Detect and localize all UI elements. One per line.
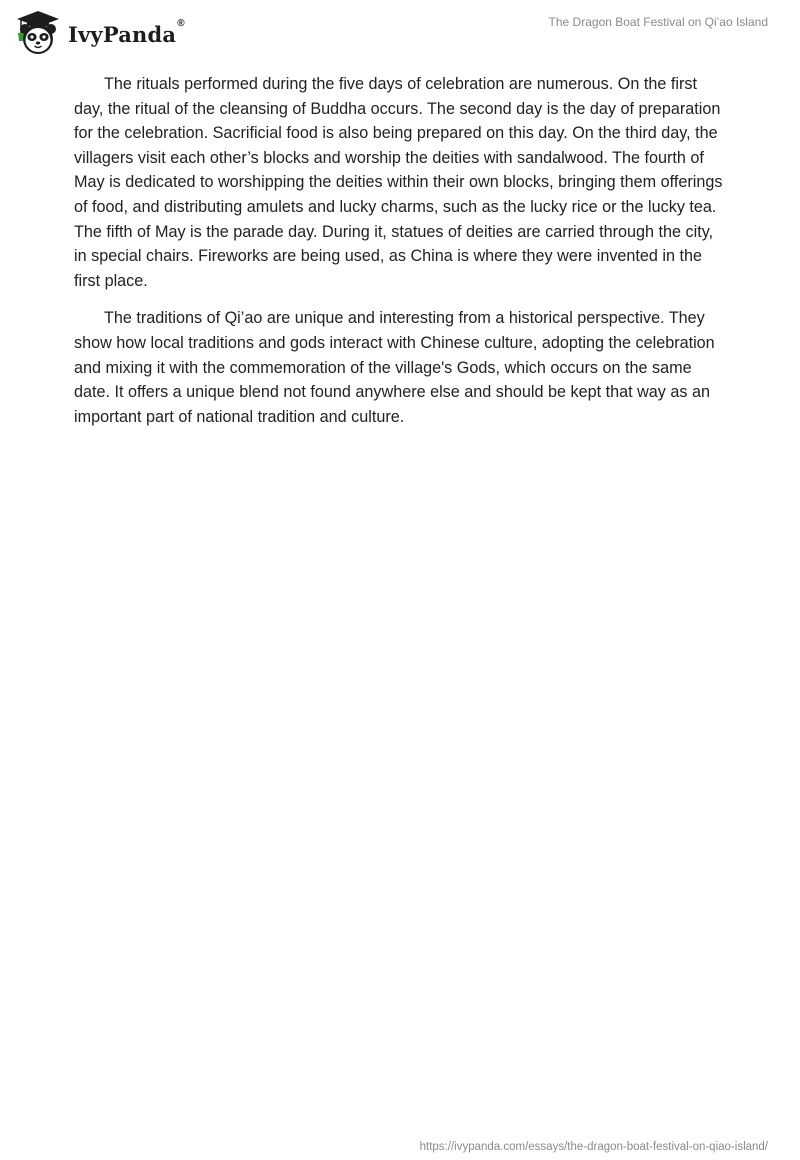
source-url[interactable]: https://ivypanda.com/essays/the-dragon-boat-festival-on-qiao-island/ xyxy=(419,1141,768,1153)
ivypanda-logo[interactable] xyxy=(14,9,185,57)
registered-mark: ® xyxy=(177,17,185,29)
essay-body xyxy=(74,72,726,442)
document-title: The Dragon Boat Festival on Qi’ao Island xyxy=(548,15,768,29)
panda-graduate-icon xyxy=(14,9,62,57)
logo-wordmark: IvyPanda xyxy=(68,21,177,47)
paragraph: The rituals performed during the five days of celebration are numerous. On the first day, the ritual of the cleansing of Buddha occurs. The second day is the day of preparation for the celebration. Sacrificial food is also being prepared on this day. On the third day, the villagers visit each other’s blocks and worship the deities with sandalwood. The fourth of May is dedicated to worshipping the deities within their own blocks, bringing them offerings of food, and distributing amulets and lucky charms, such as the lucky rice or the lucky tea. The fifth of May is the parade day. During it, statues of deities are carried through the city, in special chairs. Fireworks are being used, as China is where they were invented in the first place. xyxy=(74,75,723,290)
paragraph: The traditions of Qi’ao are unique and interesting from a historical perspective. They show how local traditions and gods interact with Chinese culture, adopting the celebration and mixing it with the commemoration of the village's Gods, which occurs on the same date. It offers a unique blend not found anywhere else and should be kept that way as an important part of national tradition and culture. xyxy=(74,309,715,426)
page-header xyxy=(0,0,800,60)
